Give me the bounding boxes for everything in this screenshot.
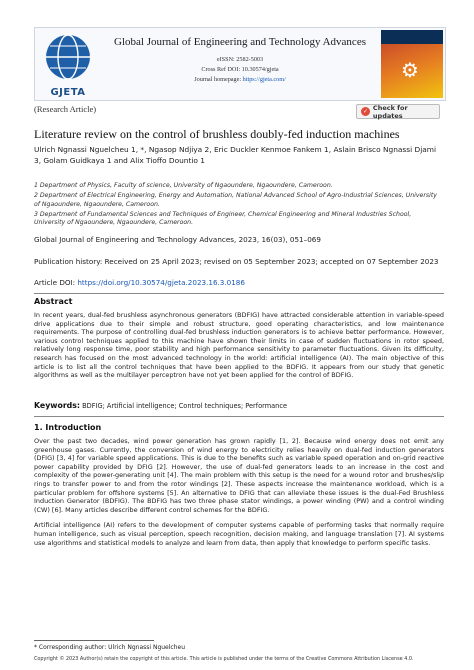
globe-icon: [37, 30, 99, 84]
cover-band: [381, 30, 443, 44]
gear-icon: ⚙: [401, 58, 419, 82]
intro-paragraph: Artificial intelligence (AI) refers to the development of computer systems capable of performing tasks that normally require human intelligence, such as visual perception, speech recognition, decision making, and language translation [7]. AI systems use algorithms and statistical models to analyze and learn from data, then apply that knowledge to perform specific tasks.: [34, 521, 444, 547]
check-for-updates-button[interactable]: [356, 104, 440, 119]
affiliation-item: 3 Department of Fundamental Sciences and Techniques of Engineer, Chemical Engineering and Mineral Industries School, University of Ngaoundere, Ngaoundere, Cameroon.: [34, 210, 412, 227]
affiliation-item: 2 Department of Electrical Engineering, Energy and Automation, National Advanced School of Agro-Industrial Sciences, University of Ngaoundere, Ngaoundere, Cameroon.: [34, 192, 437, 208]
divider: [34, 416, 444, 417]
crossref-doi: Cross Ref DOI: 10.30574/gjeta: [201, 66, 279, 73]
divider: [34, 293, 444, 294]
abstract-text: In recent years, dual-fed brushless asynchronous generators (BDFIG) have attracted considerable attention in variable-speed drive applications due to their simple and robust structure, good operating characteristics, and low maintenance requirements. The purpose of controlling dual-fed brushless induction generators is to achieve better performance. However, various control techniques applied to this machine have shown their limits in case of sudden fluctuations in rotor speed, relatively long response time, poor stability and high performance sensitivity to parameter fluctuations. Given its difficulty, research has focused on the most advanced technology in the world: artificial intelligence (AI). The main objective of this article is to list all the control techniques that have been applied to the BDFIG. It appears from our study that genetic algorithms as well as the multilayer perceptron have not yet been applied for the control of BDFIG.: [34, 311, 444, 380]
keywords: [34, 401, 444, 410]
introduction-body: [34, 437, 444, 554]
doi-label: Article DOI:: [34, 278, 78, 287]
homepage-label: Journal homepage:: [194, 76, 243, 83]
homepage-link[interactable]: https://gjeta.com/: [242, 76, 286, 83]
intro-paragraph: Over the past two decades, wind power generation has grown rapidly [1, 2]. Because wind energy does not emit any greenhouse gases. Currently, the conversion of wind energy to electricity relies heavily on dual-fed induction generators (DFIG) [3, 4] for variable speed applications. This is due to the benefits such as variable speed operation and on-grid reactive power capability provided by DFIG [2]. However, the use of dual-fed generators leads to an increase in the cost and complexity of the power-generating unit [4]. The main problem with this setup is the need for a wound rotor and brushes/slip rings to transfer power to and from the rotor windings [2]. These aspects increase the maintenance workload, which is a particular problem for offshore systems [5]. An alternative to DFIG that can alleviate these issues is the dual-Fed Brushless Induction Generator (BDFIG). The BDFIG has two three phase stator windings, a power winding (PW) and a control winding (CW) [6]. Many articles describe different control schemes for the BDFIG.: [34, 437, 444, 514]
journal-logo: [37, 30, 99, 98]
footnote-divider: [34, 640, 154, 641]
abstract-heading: Abstract: [34, 297, 73, 306]
logo-text: GJETA: [50, 87, 86, 98]
check-updates-icon: ✓: [362, 108, 368, 115]
doi-link[interactable]: https://doi.org/10.30574/gjeta.2023.16.3.0186: [77, 278, 245, 287]
affiliation-item: 1 Department of Physics, Faculty of science, University of Ngaoundere, Ngaoundere, Cameroon.: [34, 182, 333, 189]
eissn: eISSN: 2582-5003: [216, 56, 264, 63]
journal-title: Global Journal of Engineering and Technology Advances: [114, 36, 366, 48]
copyright-notice: Copyright © 2023 Author(s) retain the copyright of this article. This article is published under the terms of the Creative Commons Attribution Liscense 4.0.: [34, 656, 414, 662]
affiliations: [34, 182, 444, 229]
journal-homepage: [105, 76, 375, 83]
keywords-text: BDFIG; Artificial intelligence; Control techniques; Performance: [82, 402, 288, 410]
author-list: Ulrich Ngnassi Nguelcheu 1, *, Ngasop Ndjiya 2, Eric Duckler Kenmoe Fankem 1, Aslain Brisco Ngnassi Djami 3, Golam Guidkaya 1 and Alix Tioffo Dountio 1: [34, 145, 437, 165]
journal-cover-image: [381, 30, 443, 98]
article-doi: [34, 278, 245, 287]
corresponding-author: * Corresponding author: Ulrich Ngnassi Nguelcheu: [34, 644, 186, 651]
check-updates-label: Check for updates: [372, 103, 408, 120]
keywords-label: Keywords:: [34, 401, 81, 410]
publication-history: Publication history: Received on 25 April 2023; revised on 05 September 2023; accepted on 07 September 2023: [34, 257, 439, 266]
article-type: (Research Article): [34, 104, 97, 114]
intro-heading: 1. Introduction: [34, 423, 102, 432]
article-title: Literature review on the control of brushless doubly-fed induction machines: [34, 127, 400, 141]
publication-reference: Global Journal of Engineering and Technology Advances, 2023, 16(03), 051–069: [34, 235, 321, 244]
journal-header: [34, 27, 446, 101]
